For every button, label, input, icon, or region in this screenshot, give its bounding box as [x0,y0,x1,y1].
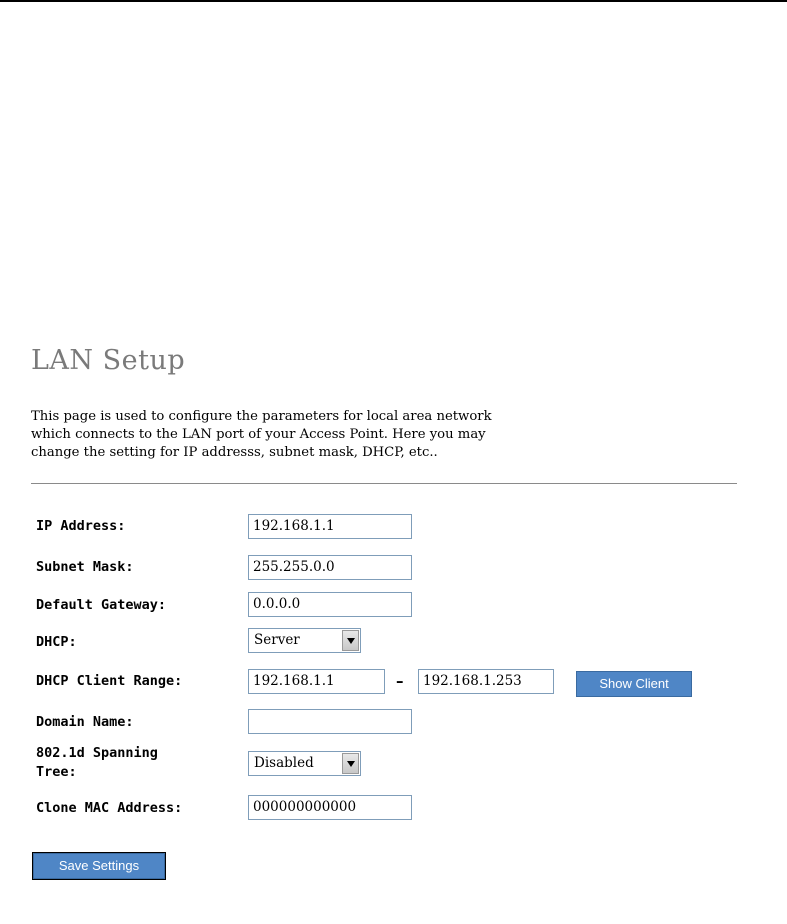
chevron-down-icon[interactable] [342,753,359,774]
description-line: change the setting for IP addresss, subnet mask, DHCP, etc.. [31,445,438,460]
spanning-tree-label-line2: Tree: [36,764,77,780]
domain-name-input[interactable] [248,709,412,734]
ip-address-input[interactable]: 192.168.1.1 [248,514,412,539]
spanning-tree-select[interactable] [248,751,361,776]
clone-mac-label: Clone MAC Address: [36,800,183,816]
dhcp-client-range-label: DHCP Client Range: [36,673,183,689]
spanning-tree-label-line1: 802.1d Spanning [36,745,158,761]
description-line: which connects to the LAN port of your Access Point. Here you may [31,427,486,442]
description-line: This page is used to configure the parameters for local area network [31,409,492,424]
default-gateway-label: Default Gateway: [36,597,167,613]
page-title: LAN Setup [31,345,186,376]
dhcp-label: DHCP: [36,634,77,650]
clone-mac-input[interactable]: 000000000000 [248,795,412,820]
default-gateway-input[interactable]: 0.0.0.0 [248,592,412,617]
domain-name-label: Domain Name: [36,714,134,730]
subnet-mask-input[interactable]: 255.255.0.0 [248,555,412,580]
dhcp-select[interactable] [248,628,361,653]
divider [31,483,737,484]
dhcp-range-start-input[interactable]: 192.168.1.1 [248,669,385,694]
save-settings-button[interactable]: Save Settings [33,853,165,879]
dhcp-selected-value: Server [254,632,300,648]
show-client-button[interactable]: Show Client [576,671,692,697]
ip-address-label: IP Address: [36,518,126,534]
top-border [0,0,787,2]
subnet-mask-label: Subnet Mask: [36,559,134,575]
page-description [31,408,751,462]
dhcp-range-end-input[interactable]: 192.168.1.253 [418,669,554,694]
range-separator: – [396,672,404,690]
chevron-down-icon[interactable] [342,630,359,651]
spanning-tree-selected-value: Disabled [254,755,314,771]
